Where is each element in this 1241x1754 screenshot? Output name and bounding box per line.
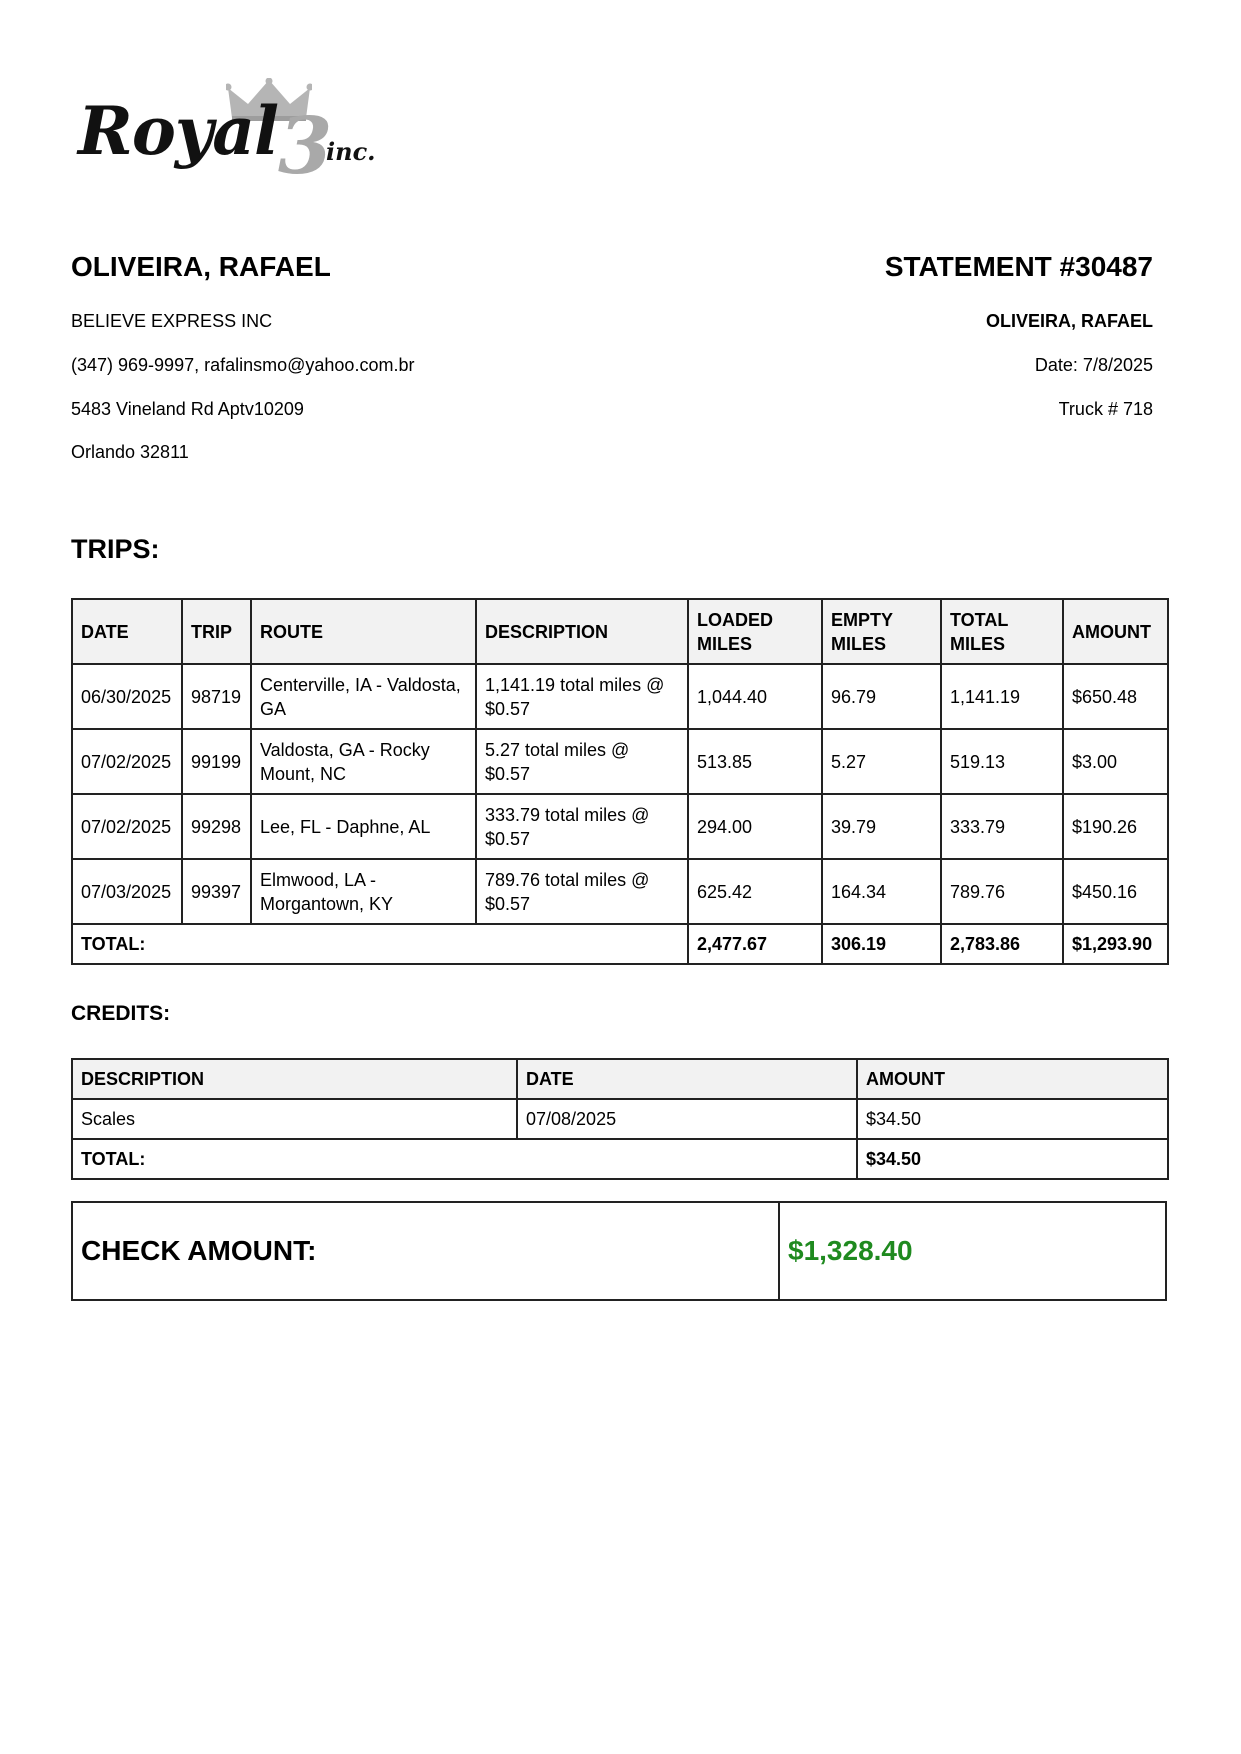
driver-city: Orlando 32811 xyxy=(71,442,189,462)
trips-total-label: TOTAL: xyxy=(72,924,688,964)
cell-amount: $3.00 xyxy=(1063,729,1168,794)
logo-suffix: inc. xyxy=(326,137,376,166)
cell-empty-miles: 164.34 xyxy=(822,859,941,924)
cell-description: 789.76 total miles @ $0.57 xyxy=(476,859,688,924)
cell-trip: 99397 xyxy=(182,859,251,924)
credits-title: CREDITS: xyxy=(71,1002,171,1025)
cell-route: Lee, FL - Daphne, AL xyxy=(251,794,476,859)
logo-number: 3 xyxy=(278,101,333,192)
trips-total-row xyxy=(72,924,1168,964)
cell-description: 1,141.19 total miles @ $0.57 xyxy=(476,664,688,729)
cell-amount: $190.26 xyxy=(1063,794,1168,859)
table-row xyxy=(72,794,1168,859)
cell-total-miles: 519.13 xyxy=(941,729,1063,794)
cell-date: 07/02/2025 xyxy=(72,729,182,794)
cell-date: 07/02/2025 xyxy=(72,794,182,859)
cell-total-miles: 333.79 xyxy=(941,794,1063,859)
cell-trip: 99298 xyxy=(182,794,251,859)
header-trip: TRIP xyxy=(182,599,251,664)
driver-company: BELIEVE EXPRESS INC xyxy=(71,311,273,331)
trips-total-miles: 2,783.86 xyxy=(941,924,1063,964)
credits-total-row xyxy=(72,1139,1168,1179)
trips-total-empty: 306.19 xyxy=(822,924,941,964)
cell-empty-miles: 5.27 xyxy=(822,729,941,794)
table-row xyxy=(72,1099,1168,1139)
cell-credit-description: Scales xyxy=(72,1099,517,1139)
cell-amount: $450.16 xyxy=(1063,859,1168,924)
credits-total-amount: $34.50 xyxy=(857,1139,1168,1179)
cell-total-miles: 789.76 xyxy=(941,859,1063,924)
statement-name: OLIVEIRA, RAFAEL xyxy=(985,311,1153,331)
check-amount-value: $1,328.40 xyxy=(788,1235,913,1266)
cell-credit-date: 07/08/2025 xyxy=(517,1099,857,1139)
header-total-miles: TOTAL MILES xyxy=(941,599,1063,664)
header-description: DESCRIPTION xyxy=(476,599,688,664)
driver-contact: (347) 969-9997, rafalinsmo@yahoo.com.br xyxy=(71,355,415,375)
statement-title: STATEMENT #30487 xyxy=(884,251,1153,282)
cell-loaded-miles: 1,044.40 xyxy=(688,664,822,729)
cell-amount: $650.48 xyxy=(1063,664,1168,729)
check-amount-box xyxy=(71,1201,1167,1301)
trips-total-loaded: 2,477.67 xyxy=(688,924,822,964)
trips-table xyxy=(71,598,1169,965)
credits-total-label: TOTAL: xyxy=(72,1139,857,1179)
trips-title: TRIPS: xyxy=(71,534,160,564)
cell-description: 5.27 total miles @ $0.57 xyxy=(476,729,688,794)
logo-wordmark: Royal xyxy=(78,92,279,170)
cell-credit-amount: $34.50 xyxy=(857,1099,1168,1139)
table-row xyxy=(72,664,1168,729)
cell-loaded-miles: 625.42 xyxy=(688,859,822,924)
statement-date: Date: 7/8/2025 xyxy=(1034,355,1153,375)
driver-name: OLIVEIRA, RAFAEL xyxy=(71,251,331,282)
header-date: DATE xyxy=(72,599,182,664)
cell-route: Elmwood, LA - Morgantown, KY xyxy=(251,859,476,924)
cell-trip: 98719 xyxy=(182,664,251,729)
cell-route: Centerville, IA - Valdosta, GA xyxy=(251,664,476,729)
statement-truck: Truck # 718 xyxy=(1058,399,1153,419)
header-empty-miles: EMPTY MILES xyxy=(822,599,941,664)
driver-address: 5483 Vineland Rd Aptv10209 xyxy=(71,399,304,419)
credits-header-row xyxy=(72,1059,1168,1099)
company-logo xyxy=(78,78,388,190)
header-amount: AMOUNT xyxy=(1063,599,1168,664)
cell-date: 07/03/2025 xyxy=(72,859,182,924)
header-route: ROUTE xyxy=(251,599,476,664)
credits-table xyxy=(71,1058,1169,1180)
cell-total-miles: 1,141.19 xyxy=(941,664,1063,729)
header-credit-amount: AMOUNT xyxy=(857,1059,1168,1099)
cell-empty-miles: 96.79 xyxy=(822,664,941,729)
cell-loaded-miles: 294.00 xyxy=(688,794,822,859)
cell-description: 333.79 total miles @ $0.57 xyxy=(476,794,688,859)
trips-total-amount: $1,293.90 xyxy=(1063,924,1168,964)
trips-header-row xyxy=(72,599,1168,664)
cell-date: 06/30/2025 xyxy=(72,664,182,729)
header-credit-description: DESCRIPTION xyxy=(72,1059,517,1099)
table-row xyxy=(72,859,1168,924)
driver-info xyxy=(71,250,415,462)
cell-trip: 99199 xyxy=(182,729,251,794)
header-credit-date: DATE xyxy=(517,1059,857,1099)
cell-empty-miles: 39.79 xyxy=(822,794,941,859)
check-amount-label: CHECK AMOUNT: xyxy=(73,1203,780,1299)
table-row xyxy=(72,729,1168,794)
cell-loaded-miles: 513.85 xyxy=(688,729,822,794)
cell-route: Valdosta, GA - Rocky Mount, NC xyxy=(251,729,476,794)
statement-info xyxy=(884,250,1153,419)
header-loaded-miles: LOADED MILES xyxy=(688,599,822,664)
